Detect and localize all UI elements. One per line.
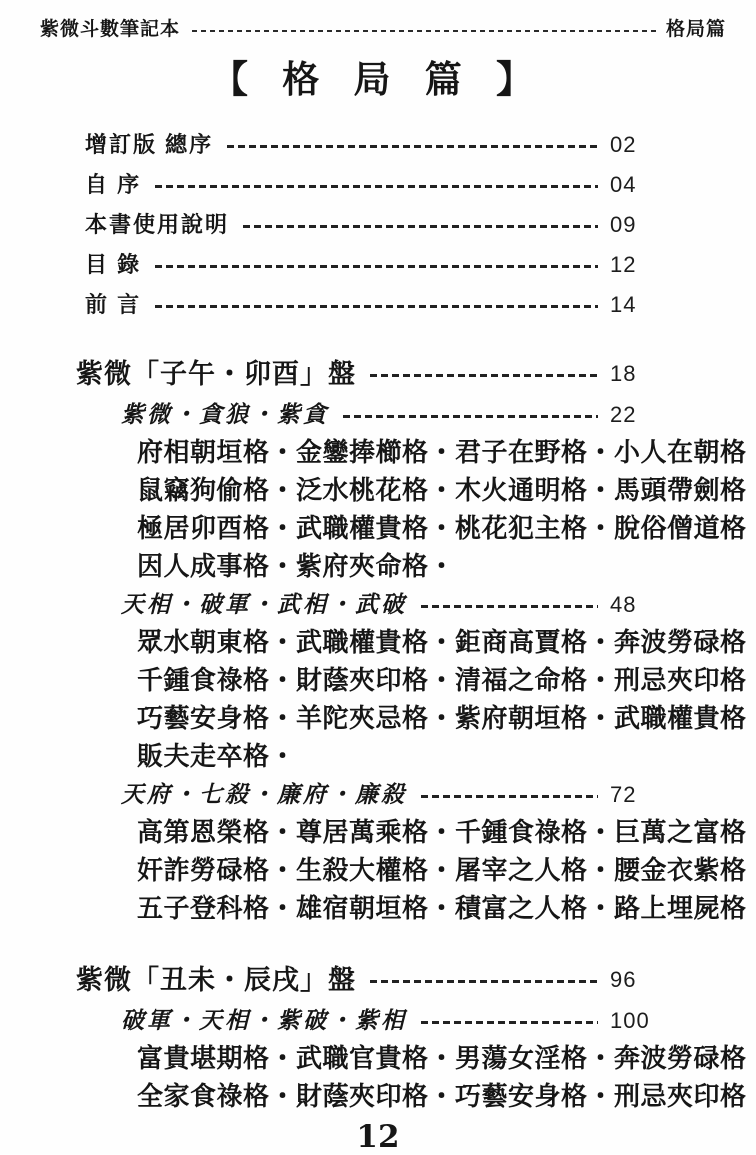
entry-label: 自 序 (85, 172, 142, 197)
group-label: 破軍・天相・紫破・紫相 (121, 1008, 407, 1033)
folio-page-number: 12 (356, 1119, 400, 1155)
pattern-line: 富貴堪期格・武職官貴格・男蕩女淫格・奔波勞碌格 (137, 1043, 747, 1073)
group-title-tianfu-qisha (121, 781, 662, 809)
dash-leader (243, 225, 598, 228)
running-head (0, 0, 756, 41)
dash-leader (421, 605, 598, 608)
dash-leader (155, 265, 598, 268)
running-head-book-title: 紫微斗數筆記本 (40, 19, 181, 40)
pattern-line: 極居卯酉格・武職權貴格・桃花犯主格・脫俗僧道格 (137, 513, 747, 543)
pattern-line: 鼠竊狗偷格・泛水桃花格・木火通明格・馬頭帶劍格 (137, 475, 747, 505)
pattern-line: 奸詐勞碌格・生殺大權格・屠宰之人格・腰金衣紫格 (137, 855, 747, 885)
dash-leader (370, 374, 598, 377)
pattern-line: 巧藝安身格・羊陀夾忌格・紫府朝垣格・武職權貴格 (137, 703, 747, 733)
group-title-ziwei-tanlang (121, 401, 662, 429)
dash-leader (370, 980, 598, 983)
toc-entry-contents (85, 253, 662, 277)
pattern-line: 眾水朝東格・武職權貴格・鉅商高賈格・奔波勞碌格 (137, 627, 747, 657)
toc-entry-usage-notes (85, 213, 662, 237)
toc-entry-foreword (85, 293, 662, 317)
page-number: 100 (610, 1008, 650, 1033)
section-label: 紫微「丑未・辰戌」盤 (76, 965, 356, 995)
page-number: 22 (610, 402, 637, 427)
page-number: 14 (610, 292, 637, 317)
pattern-line: 因人成事格・紫府夾命格・ (137, 551, 456, 581)
group-label: 天府・七殺・廉府・廉殺 (121, 782, 407, 807)
table-of-contents (76, 132, 747, 1111)
dash-leader (155, 185, 598, 188)
running-head-chapter: 格局篇 (665, 19, 726, 40)
pattern-line: 府相朝垣格・金鑾捧櫛格・君子在野格・小人在朝格 (137, 437, 747, 467)
page-number: 02 (610, 132, 637, 157)
toc-entry-preface-series (85, 133, 662, 157)
page-number: 18 (610, 361, 637, 386)
pattern-line: 五子登科格・雄宿朝垣格・積富之人格・路上埋屍格 (137, 893, 747, 923)
page-number: 04 (610, 172, 637, 197)
dash-leader (155, 305, 598, 308)
pattern-line: 千鍾食祿格・財蔭夾印格・清福之命格・刑忌夾印格 (137, 665, 747, 695)
section-label: 紫微「子午・卯酉」盤 (76, 359, 356, 389)
page-number: 96 (610, 967, 637, 992)
dash-leader (421, 795, 598, 798)
toc-entry-self-preface (85, 173, 662, 197)
entry-label: 目 錄 (85, 252, 142, 277)
entry-label: 前 言 (85, 292, 142, 317)
page-number: 12 (610, 252, 637, 277)
dash-leader (421, 1021, 598, 1024)
chapter-title: 【 格 局 篇 】 (210, 59, 546, 100)
group-title-tianxiang-pojun (121, 591, 662, 619)
pattern-line: 販夫走卒格・ (137, 741, 297, 771)
page-number: 72 (610, 782, 637, 807)
entry-label: 本書使用說明 (85, 212, 230, 237)
section-title-chouwei-chenxu (76, 963, 662, 997)
page-number: 09 (610, 212, 637, 237)
page-number: 48 (610, 592, 637, 617)
entry-label: 增訂版 總序 (85, 132, 214, 157)
group-label: 天相・破軍・武相・武破 (121, 592, 407, 617)
dash-leader (343, 415, 598, 418)
pattern-line: 全家食祿格・財蔭夾印格・巧藝安身格・刑忌夾印格 (137, 1081, 747, 1111)
dash-leader (227, 145, 598, 148)
pattern-line: 高第恩榮格・尊居萬乘格・千鍾食祿格・巨萬之富格 (137, 817, 747, 847)
header-dash-leader (192, 30, 656, 32)
group-label: 紫微・貪狼・紫貪 (121, 402, 329, 427)
section-title-ziwu-maoyou (76, 357, 662, 391)
group-title-pojun-tianxiang (121, 1007, 662, 1035)
